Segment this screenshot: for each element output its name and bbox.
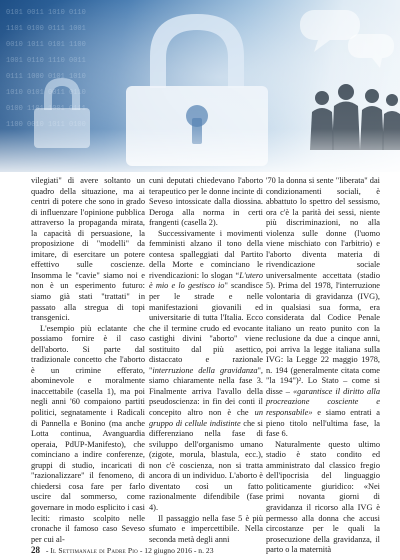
text-column-2	[149, 176, 263, 544]
issue-date: 12 giugno 2016	[144, 546, 192, 555]
footer-separator: -	[44, 546, 51, 555]
text-run: e siamo entrati a pieno titolo nell'ultima fase, la fase 6.	[266, 408, 380, 439]
text-run: ", siamo chiaramente nella fase 3. Finalmente arriva l'avallo della pseudoscienza: in fin dei conti il concepito altro non è che	[149, 365, 263, 418]
page-number: 28	[31, 545, 40, 555]
text-run: Successivamente i movimenti femministi alzano il tono della contesa spalleggiati dal Partito della Morte e cominciano le rivendicazioni: lo slogan	[149, 228, 263, 280]
paragraph	[266, 176, 380, 440]
issue-number: n. 23	[198, 546, 214, 555]
text-run: che si differenziano nella fase di sviluppo dell'organismo umano (zigote, morula, blastula, ecc.), non c'è coscienza, non si tratta ancora di un individuo. L'aborto è diventato così un fatto razionalmente difendibile (fase 4).	[149, 418, 263, 512]
header-illustration	[0, 0, 400, 172]
publication-name: Il Settimanale di Padre Pio	[50, 546, 138, 555]
slogan-italic: L'utero è mio e lo gestisco io	[149, 270, 263, 291]
footer-separator: -	[191, 546, 199, 555]
term-italic: un gruppo di cellule indistinte	[149, 408, 263, 428]
text-column-3	[266, 176, 380, 555]
term-italic: interruzione della gravidanza	[152, 365, 258, 375]
text-run: '70 la donna si sente "liberata" dai condizionamenti sociali, è abbattuto lo spettro del sessismo, ora c'è la parità dei sessi, niente più discriminazioni, no alla violenza sulle donne (l'uomo viene mischiato con l'arbitrio) e l'aborto diventa materia di rivendicazione sociale universalmente accettata (stadio 5). Prima del 1978, l'interruzione volontaria di gravidanza (IVG), in qualsiasi sua forma, era considerata dal Codice Penale italiano un reato punito con la reclusione da due a cinque anni, poi arriva la legge italiana sulla IVG: la Legge 22 maggio 1978, n. 194 (generalmente citata come "la 194")². Lo Stato – come si disse –	[266, 176, 380, 396]
paragraph: Il passaggio nella fase 5 è più sfumato e impercettibile. Nella seconda metà degli anni	[149, 513, 263, 544]
paragraph: cuni deputati chiedevano l'aborto terapeutico per le donne incinte di Seveso intossicate dalla diossina. Deroga alla norma in certi frangenti (casella 2).	[149, 176, 263, 228]
padlock-silhouettes-icon	[0, 0, 400, 172]
paragraph: Successivamente i movimenti femministi alzano il tono della contesa spalleggiati dal Partito della Morte e cominciano le rivendicazioni: lo slogan “L'utero è mio e lo gestisco io" scandisce per le strade e nelle manifestazioni giovanili ed universitarie di tutta l'Italia. Ecco che il termine crudo ed evocante castighi divini "aborto" viene sostituito dal più asettico, distaccato e razionale "interruzione della gravidanza", siamo chiaramente nella fase 3. Finalmente arriva l'avallo della pseudoscienza: in fin dei conti il concepito altro non è che un gruppo di cellule indistinte che si differenziano nella fase di sviluppo dell'organismo umano (zigote, morula, blastula, ecc.), non c'è coscienza, non si tratta ancora di un individuo. L'aborto è diventato così un fatto razionalmente difendibile (fase 4).	[149, 228, 263, 512]
page-footer	[31, 544, 391, 556]
paragraph: vilegiati" di avere soltanto un quadro della situazione, ma ai centri di potere che sono in grado di influenzare l'opinione pubblica attraverso la propaganda mirata, la capacità di persuasione, la proposizione di "modelli" da imitare, di esercitare un potere effettivo sulle coscienze. Insomma le "cavie" siamo noi e non è un esperimento futuro: siamo già stati "trattati" in passato alla stregua di topi transgenici.	[31, 176, 145, 323]
footer-separator: -	[137, 546, 145, 555]
text-run: " scandisce per le strade e nelle manifestazioni giovanili ed universitarie di tutta l'Italia. Ecco che il termine crudo ed evocante castighi divini "aborto" viene sostituito dal più asettico, distaccato e razionale "	[149, 281, 263, 375]
paragraph: L'esempio più eclatante che possiamo fornire è il caso dell'aborto. Si parte dal tradizionale concetto che l'aborto è un crimine efferato, abominevole e moralmente inaccettabile (casella 1), ma poi negli anni '60 compaiono partiti politici, segnatamente i Radicali di Pannella e Bonino (ma anche Lotta continua, Avanguardia operaia, PdUP-Manifesto), che cominciano a indire conferenze, gruppi di studio, incaricati di "razionalizzare" il fenomeno, di chiedersi cosa fare per farlo uscire dal sommerso, come governare in modo esplicito i casi leciti: rimasto scolpito nelle cronache il famoso caso Seveso per cui al-	[31, 323, 145, 544]
quote-italic: «garantisce il diritto alla procreazione cosciente e responsabile»	[266, 386, 380, 418]
text-column-1	[31, 176, 145, 544]
paragraph: Naturalmente questo ultimo stadio è stato condito ed amministrato dal classico fregio dell'ipocrisia del linguaggio politicamente giuridico: «Nei primi novanta giorni di gravidanza il ricorso alla IVG è permesso alla donna che accusi circostanze per le quali la prosecuzione della gravidanza, il parto o la maternità	[266, 439, 380, 555]
